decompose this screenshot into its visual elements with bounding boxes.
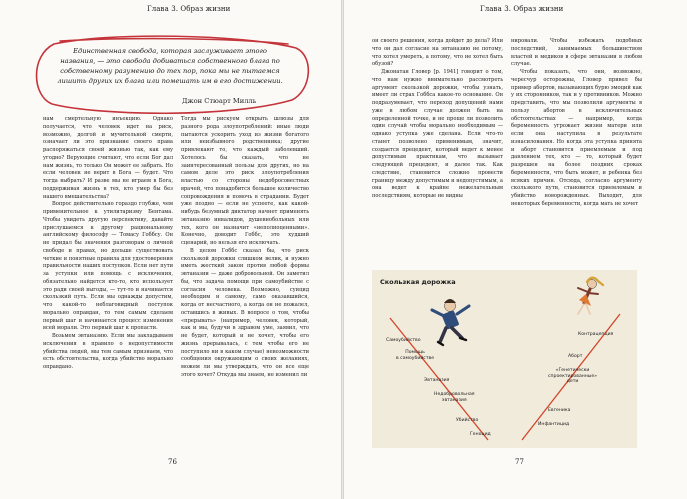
epigraph-author: Джон Стюарт Милль: [182, 97, 257, 105]
epigraph-line: названия, — это свобода добиваться собственного блага по: [60, 57, 280, 65]
running-head: Глава 3. Образ жизни: [147, 5, 231, 13]
paragraph: Джонатан Гловер [р. 1941] говорит о том, что нам нужно внимательно рассмотреть аргумент скользкой дорожки, чтобы узнать, имеет ли страх Гоббса какое-то основание. Он подразумевает, что переход допущений нами уже в любом случае должен быть на определенной точке, и не проще ли позволить один случай чтобы морально необходимым — однако уступка уже сделана. Если что-то станет позволено применимым, значит, создается прецедент, который ведет к менее допустимым практикам, что вызывает следующей прецедент, и далее так. Как следствие, становится сложно провести границу между допустимым и недопустимым, а она ведет к крайне нежелательным последствиям, которые не видны: [372, 69, 503, 199]
paragraph: он своего решения, когда дойдет до дела? Или что он дал согласие на эвтаназию не потому, что хотел умереть, а потому, что не хотел быть обузой?: [372, 38, 503, 68]
slope-label: Геноцид: [470, 432, 491, 437]
epigraph-text: [57, 46, 283, 86]
paragraph: Чтобы показать, что они, возможно, чересчур осторожны, Гловер привел бы пример абортов, вызывающих бурю эмоций как у их сторонников, так и у противников. Можно представить, что мы позволили аргументы в пользу абортов в исключительных обстоятельствах — например, когда беременность угрожает жизни матери или если она наступила в результате изнасилования. Но когда эта уступка принята и аборт становится приемлемым и под давлением тех, кто — то, который будет разрешен на более поздних сроках беременности, что быть может, и ребенка без всяких причин. Отсюда, согласно аргументу скользкого пути, становится приемлемым и убийство новорожденных. Выходит, для некоторых беременности, когда мать не хочет: [511, 69, 642, 207]
slope-label: Убийство: [456, 418, 479, 423]
paragraph: В целом Гоббс сказал бы, что риск скользкой дорожки слишком велик, и нужно иметь жесткий закон против любой формы эвтаназии — даже добровольной. Он заметил бы, что задача помощи при самоубийстве с согласия человека. Возможно, суицид необходим и самому, само оказавшийся, когда от несчастного, а когда он не пожалел, оставшись в живых. В вопросе о том, чтобы «прерывать» (например, человек, который, как и мы, будучи в здравом уме, заявил, что не будет, который и не хочет, чтобы его жизнь прерывалась, с тем чтобы его не поступило ни в каком случае) невозможности сообщения окружающим о своих желаниях, можем ли мы утверждать, что он все еще этого хочет? Откуда мы знаем, не изменил ли: [181, 247, 309, 378]
slope-label: Аборт: [568, 354, 583, 359]
slope-label: «Генетически спроектированные» дети: [548, 368, 598, 385]
slope-label: Инфантицид: [538, 422, 570, 427]
page-number: 76: [168, 458, 177, 466]
epigraph: [30, 34, 312, 114]
paragraph: нировали. Чтобы избежать подобных последствий, занимаемых большинством властей и медиков в сфере эвтаназии в любом случае.: [511, 38, 642, 68]
slope-label: Недобровольная эвтаназия: [434, 392, 475, 403]
slope-label: Евгеника: [548, 408, 571, 413]
page-number: 77: [515, 458, 524, 466]
right-page: [344, 0, 687, 499]
left-column-1: [43, 116, 173, 446]
slope-label: Помощь в самоубийстве: [396, 350, 435, 361]
right-column-2: [511, 38, 642, 266]
illustration-title: Скользкая дорожка: [380, 278, 456, 286]
sliding-woman-icon: [578, 278, 603, 314]
paragraph: Вопрос действительно гораздо глубже, чем применительное к утилитаризму Бентама. Чтобы увидеть другую перспективу, давайте прислушаемся к другому рациональному английскому философу — Томасу Гоббсу. Он не придал бы значения разговорам о личной свободе и правах, но дольше существовать четкие и понятные правила для удостоверения правильности наших поступков. Если нет пути за уступки или помощь с исключения, обязательно найдется кто-то, кто использует это ради своей выгоды, — тут-то и начинается скользкий путь. Если мы однажды допустим, что какой-то неблаговидный поступок морально оправдан, то тем самым сделаем первый шаг и начинается процесс изменения всей морали. Это первый шаг к пропасти.: [43, 201, 173, 332]
right-column-1: [372, 38, 503, 266]
slope-label: Эвтаназия: [424, 378, 450, 383]
sliding-man-icon: [432, 299, 469, 345]
left-column-2: [181, 116, 309, 446]
epigraph-line: Единственная свобода, которая заслуживает этого: [73, 47, 267, 55]
slippery-slope-illustration: [372, 270, 637, 448]
paragraph: нам смертельную инъекцию. Однако получается, что человек идет на риск, возможно, долгой и мучительной смерти, означает ли это признание своего права распоряжаться своей жизнью так, как ему угодно? Верующие считают, что если Бог дал нам жизнь, то только Он может ее забрать. Но если человек не верит в Бога — будет. Что тогда выбрать? И разве мы не играем в Бога, поддерживая жизнь в тех, кто умер бы без нашего вмешательства?: [43, 116, 173, 200]
running-head: Глава 3. Образ жизни: [480, 5, 564, 13]
left-page: [0, 0, 341, 499]
epigraph-line: собственному разумению до тех пор, пока мы не пытаемся: [60, 67, 280, 75]
slope-label: Контрацепция: [578, 332, 614, 337]
epigraph-line: лишить других их блага или помешать им в его достижении.: [57, 77, 283, 85]
paragraph: Тогда мы рискуем открыть шлюзы для разного рода злоупотреблений: иные люди пытаются ускорить уход из жизни богатого или неизбывного родственника; другие привлекают то, что каждый заболевший. Хотелось бы сказать, что не заинтересованный пользы для других, но на самом деле это риск злоупотребления властью со стороны недобросовестных врачей, что понадобится большое количество сопровождения и помочь в страдании. Будет уже поздно — если не успеете, как какой-нибудь безумный диктатор начнет применять эвтаназию инвалидов, душевнобольных или тех, кого он назначит «неполноценными». Конечно, доводит Гоббс, это худший сценарий, но нельзя его исключать.: [181, 116, 309, 246]
paragraph: Возьмем эвтаназию. Если мы закладываем исключения в правило о недопустимости убийства людей, мы тем самым признаем, что есть обстоятельства, когда убийство морально оправдано.: [43, 333, 173, 370]
slope-label: Самоубийство: [386, 338, 421, 343]
